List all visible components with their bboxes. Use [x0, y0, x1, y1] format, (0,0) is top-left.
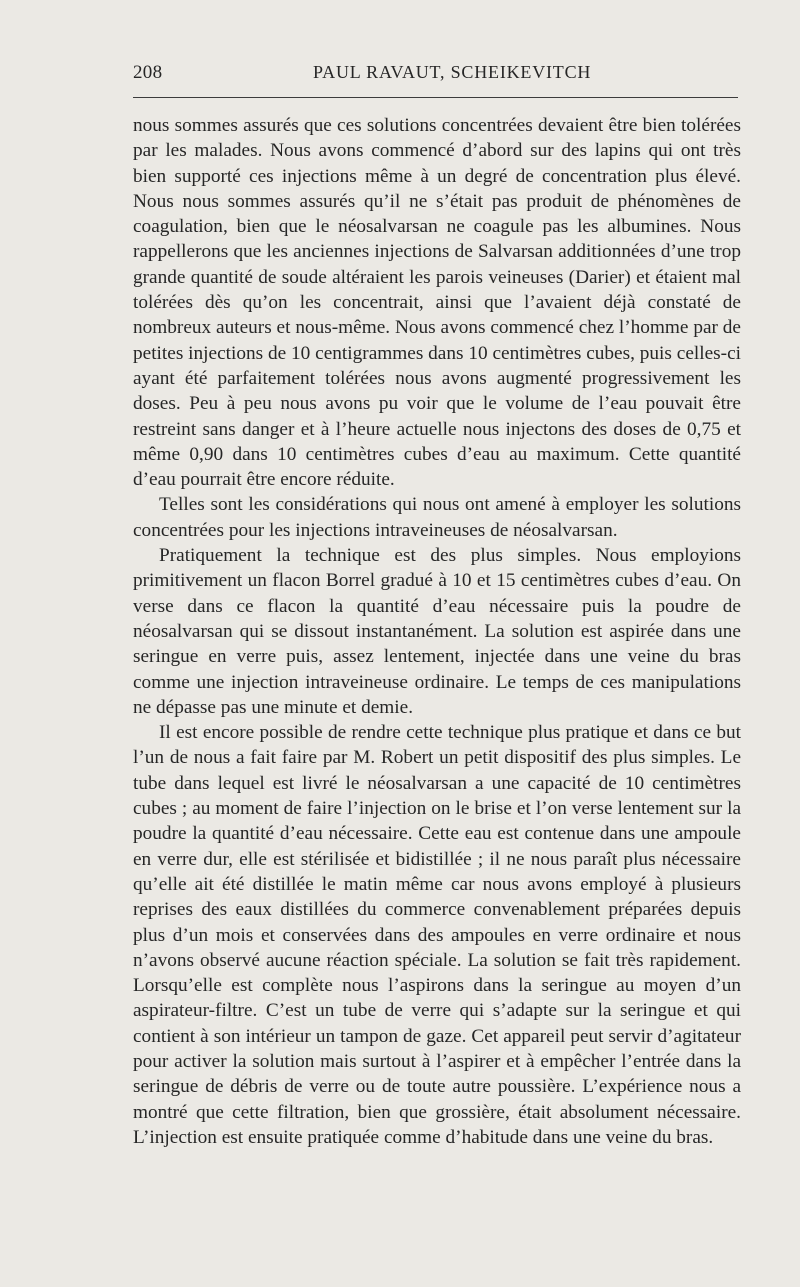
running-head [133, 62, 738, 86]
page-number: 208 [133, 62, 163, 83]
header-rule [133, 97, 738, 98]
header-title: PAUL RAVAUT, SCHEIKEVITCH [313, 62, 592, 82]
paragraph-1: nous sommes assurés que ces solutions concentrées devaient être bien tolérées par les malades. Nous avons commencé d’abord sur des lapins qui ont très bien supporté ces injections même à un degré de concentration plus élevé. Nous nous sommes assurés qu’il ne s’était pas produit de phénomènes de coagulation, bien que le néosalvarsan ne coagule pas les albumines. Nous rappellerons que les anciennes injections de Salvarsan additionnées d’une trop grande quantité de soude altéraient les parois veineuses (Darier) et étaient mal tolérées dès qu’on les concentrait, ainsi que l’avaient déjà constaté de nombreux auteurs et nous-même. Nous avons commencé chez l’homme par de petites injections de 10 centigrammes dans 10 centimètres cubes, puis celles-ci ayant été parfaitement tolérées nous avons augmenté progressivement les doses. Peu à peu nous avons pu voir que le volume de l’eau pouvait être restreint sans danger et à l’heure actuelle nous injectons des doses de 0,75 et même 0,90 dans 10 centimètres cubes d’eau au maximum. Cette quantité d’eau pourrait être encore réduite. [133, 115, 741, 491]
paragraph-3: Pratiquement la technique est des plus simples. Nous employions primitivement un flacon Borrel gradué à 10 et 15 centimètres cubes d’eau. On verse dans ce flacon la quantité d’eau nécessaire puis la poudre de néosalvarsan qui se dissout instantanément. La solution est aspirée dans une seringue en verre puis, assez lentement, injectée dans une veine du bras comme une injection intraveineuse ordinaire. Le temps de ces manipulations ne dépasse pas une minute et demie. [133, 545, 741, 718]
paragraph-2: Telles sont les considérations qui nous ont amené à employer les solutions concentrées pour les injections intraveineuses de néosalvarsan. [133, 494, 741, 541]
body-text [133, 113, 741, 1150]
paragraph-4: Il est encore possible de rendre cette technique plus pratique et dans ce but l’un de nous a fait faire par M. Robert un petit dispositif des plus simples. Le tube dans lequel est livré le néosalvarsan a une capacité de 10 centimètres cubes ; au moment de faire l’injection on le brise et l’on verse lentement sur la poudre la quantité d’eau nécessaire. Cette eau est contenue dans une ampoule en verre dur, elle est stérilisée et bidistillée ; il ne nous paraît plus nécessaire qu’elle ait été distillée le matin même car nous avons employé à plusieurs reprises des eaux distillées du commerce convenablement préparées depuis plus d’un mois et conservées dans des ampoules en verre ordinaire et nous n’avons observé aucune réaction spéciale. La solution se fait très rapidement. Lorsqu’elle est complète nous l’aspirons dans la seringue au moyen d’un aspirateur-filtre. C’est un tube de verre qui s’adapte sur la seringue et qui contient à son intérieur un tampon de gaze. Cet appareil peut servir d’agitateur pour activer la solution mais surtout à l’aspirer et à empêcher l’entrée dans la seringue de débris de verre ou de toute autre poussière. L’expérience nous a montré que cette filtration, bien que grossière, était absolument nécessaire. L’injection est ensuite pratiquée comme d’habitude dans une veine du bras. [133, 722, 741, 1148]
